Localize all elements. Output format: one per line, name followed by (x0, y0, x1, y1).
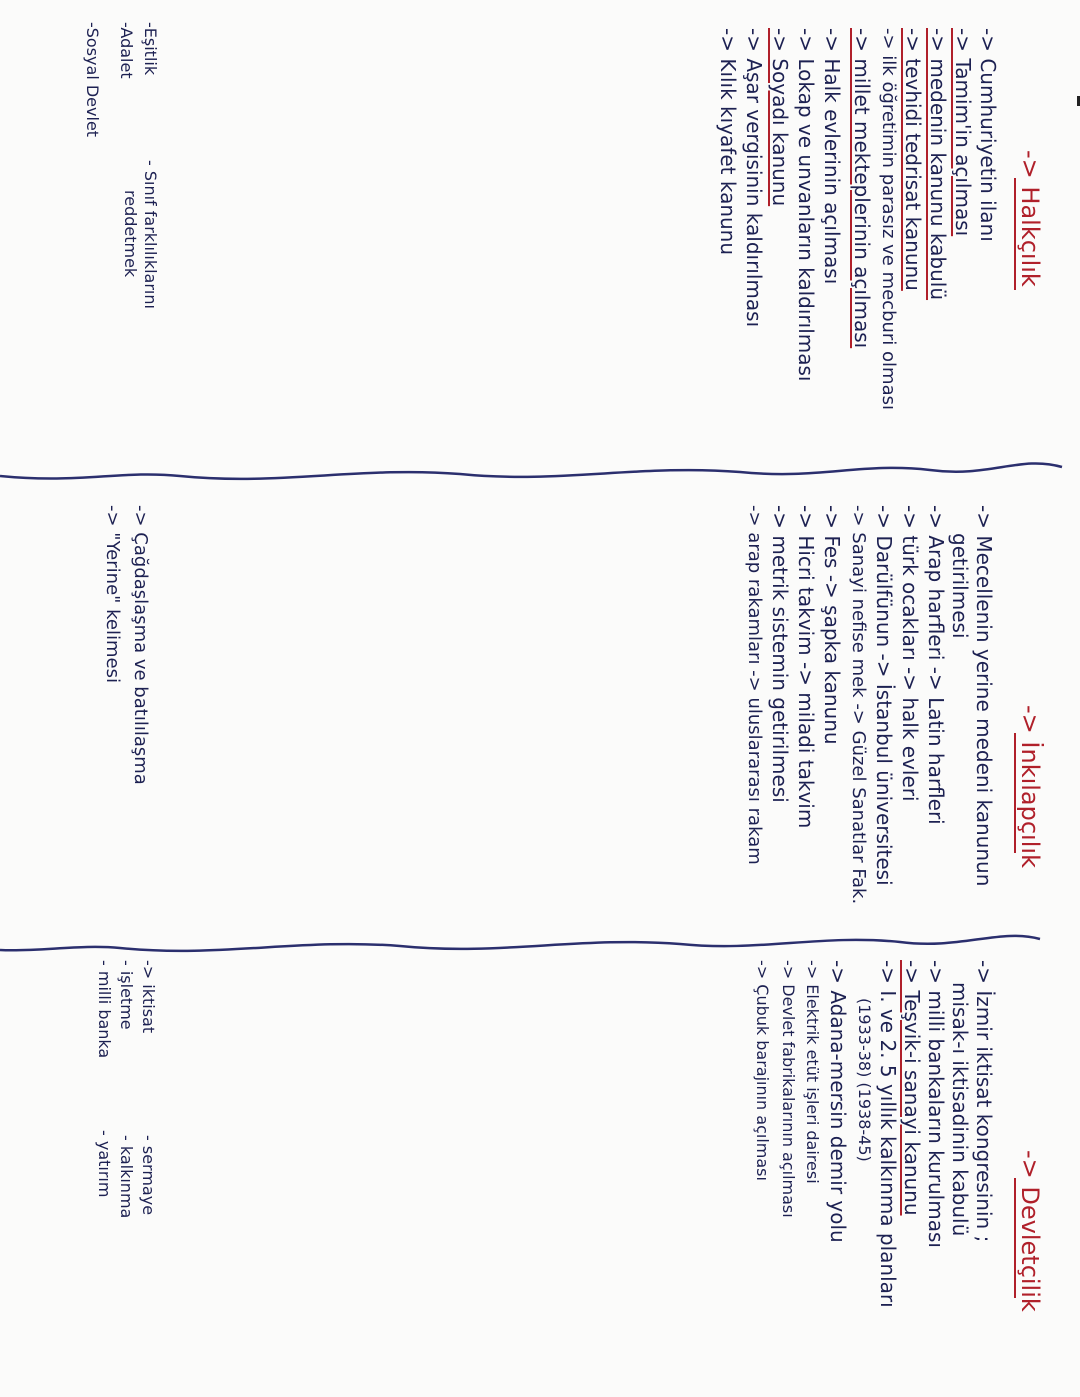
list-item: -> I. ve 2. 5 yıllık kalkınma planları (876, 960, 900, 1308)
list-item: -> tevhidi tedrisat kanunu (901, 28, 925, 291)
list-item: -> Tamim'in açılması (951, 28, 975, 237)
list-item: -> Fes -> şapka kanunu (820, 505, 844, 745)
heading-underline (1014, 1178, 1016, 1298)
section-devletcilik (0, 950, 1080, 1397)
list-item: -> Mecellenin yerine medeni kanunun (972, 505, 996, 887)
list-item: -> Kılık kıyafet kanunu (716, 28, 740, 256)
list-item: -> arap rakamları -> uluslararası rakam (744, 505, 765, 865)
heading-inkilapcilik: -> İnkılapçılık (1016, 705, 1044, 868)
heading-underline (1014, 178, 1016, 290)
list-item: misak-ı iktisadinin kabulü (948, 982, 972, 1237)
list-item: -> Halk evlerinin açılması (820, 28, 844, 285)
section-inkilapcilik (0, 485, 1080, 945)
list-item: -> Hicri takvim -> miladi takvim (794, 505, 818, 829)
note-sermaye: - sermaye (139, 1135, 158, 1216)
list-item: -> Teşvik-i sanayi kanunu (900, 960, 924, 1216)
list-item: -> Lokap ve unvanların kaldırılması (794, 28, 818, 382)
list-item: -> Elektrik etüt işleri dairesi (803, 960, 822, 1184)
list-item: -> milli bankaların kurulması (924, 960, 948, 1248)
list-item: -> Soyadı kanunu (768, 28, 792, 207)
list-item: -> türk ocakları -> halk evleri (898, 505, 922, 802)
note-isletme: - işletme (117, 960, 136, 1030)
note-yerine: -> "Yerine" kelimesi (102, 505, 123, 683)
note-milli-banka: - milli banka (95, 960, 114, 1059)
list-item: -> İzmir iktisat kongresinin ; (972, 960, 996, 1243)
list-item: -> Çubuk barajının açılması (753, 960, 772, 1181)
note-cagdaslasma: -> Çağdaşlaşma ve batılılaşma (130, 505, 151, 785)
note-esitlik: -Eşitlik (141, 22, 160, 76)
list-item: -> ilk öğretimin parasız ve mecburi olması (878, 28, 899, 410)
list-item: -> medenin kanunu kabulü (926, 28, 950, 301)
list-item: -> Darülfünun -> İstanbul üniversitesi (872, 505, 896, 886)
note-yatirim: - yatırım (95, 1130, 114, 1198)
list-item: (1933-38) (1938-45) (855, 998, 874, 1162)
section-halkcilik (0, 0, 1080, 465)
list-item: -> Adana-mersin demir yolu (826, 960, 850, 1243)
list-item: -> metrik sistemin getirilmesi (768, 505, 792, 803)
list-item: -> Sanayi nefise mek -> Güzel Sanatlar Fak. (848, 505, 869, 905)
list-item: -> Aşar vergisinin kaldırılması (742, 28, 766, 328)
heading-devletcilik: -> Devletçilik (1016, 1150, 1044, 1312)
note-kalkinma: - kalkınma (117, 1135, 136, 1219)
heading-underline (1014, 733, 1016, 853)
list-item: -> Arap harfleri -> Latin harfleri (924, 505, 948, 825)
list-item: getirilmesi (948, 533, 972, 639)
note-adalet: -Adalet (117, 22, 136, 79)
list-item: -> Cumhuriyetin ilanı (976, 28, 1000, 242)
heading-halkcilik: -> Halkçılık (1016, 150, 1044, 287)
note-sinif-2: reddetmek (121, 190, 140, 278)
note-iktisat: -> iktisat (139, 960, 158, 1034)
note-sosyal: -Sosyal Devlet (83, 22, 102, 138)
list-item: -> Devlet fabrikalarının açılması (779, 960, 798, 1218)
note-sinif: - Sınıf farklılıklarını (141, 160, 160, 309)
list-item: -> millet mekteplerinin açılması (850, 28, 874, 349)
